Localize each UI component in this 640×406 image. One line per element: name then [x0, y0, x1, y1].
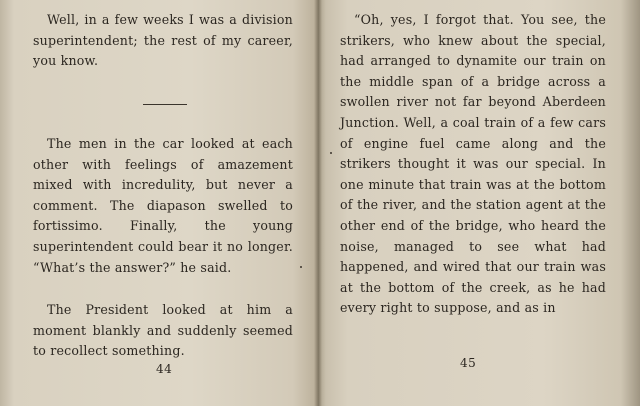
left-paragraph-1: [33, 10, 293, 72]
right-page: [318, 0, 640, 406]
left-page: [0, 0, 318, 406]
ink-speck: [300, 266, 302, 268]
page-number-left: 44: [156, 362, 173, 376]
left-paragraph-1-text: Well, in a few weeks I was a division superintendent; the rest of my career, you know.: [33, 12, 293, 69]
ink-speck: [330, 152, 332, 154]
section-divider: [143, 104, 187, 105]
book-gutter: [314, 0, 322, 406]
left-paragraph-2-text: The men in the car looked at each other with feelings of amazement mixed with incredulity, but never a comment. The diapason swelled to fortissimo. Finally, the young superintendent could bear it no longer. “What’s the answer?” he said.: [33, 136, 293, 275]
left-paragraph-3: [33, 300, 293, 362]
left-paragraph-2: [33, 134, 293, 278]
left-paragraph-3-text: The President looked at him a moment blankly and suddenly seemed to recollect something.: [33, 302, 293, 359]
right-paragraph-1-text: “Oh, yes, I forgot that. You see, the strikers, who knew about the special, had arranged to dynamite our train on the middle span of a bridge across a swollen river not far beyond Aberdeen Junction. Well, a coal train of a few cars of engine fuel came along and the strikers thought it was our special. In one minute that train was at the bottom of the river, and the station agent at the other end of the bridge, who heard the noise, managed to see what had happened, and wired that our train was at the bottom of the creek, as he had every right to suppose, and as in: [340, 12, 606, 316]
page-number-right: 45: [460, 356, 477, 370]
right-paragraph-1: [340, 10, 606, 319]
